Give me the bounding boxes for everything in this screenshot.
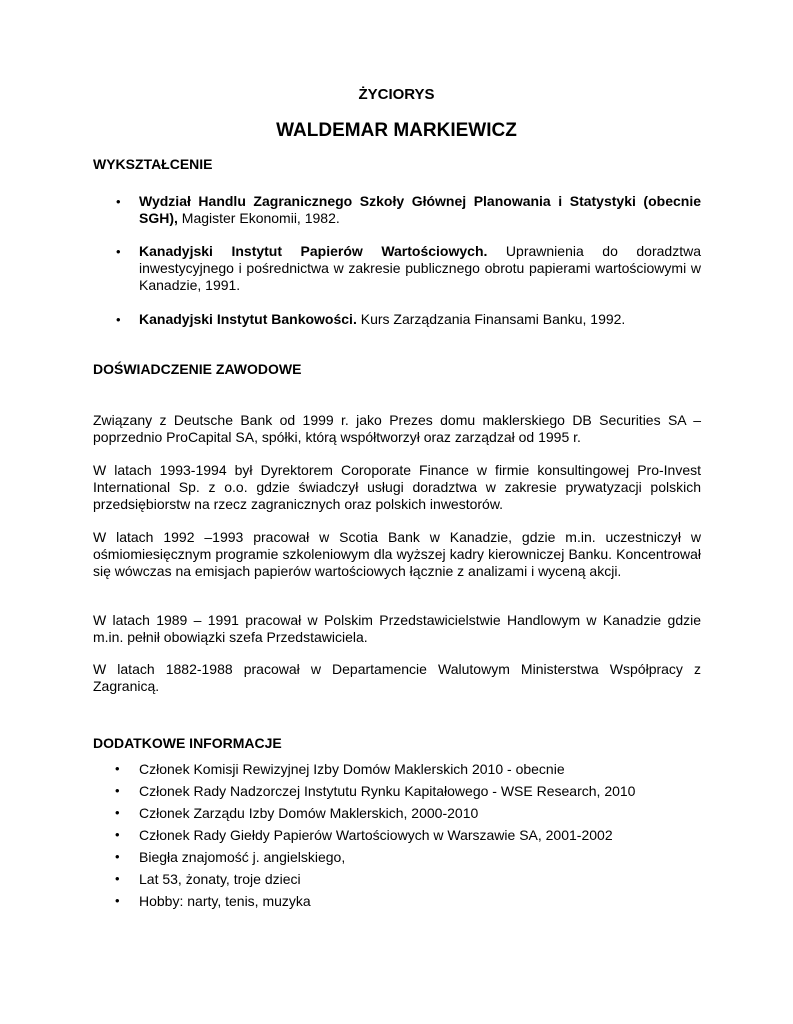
additional-info-text: Członek Rady Giełdy Papierów Wartościowych w Warszawie SA, 2001-2002 [139,827,613,843]
additional-info-heading: DODATKOWE INFORMACJE [93,735,282,751]
experience-paragraph: W latach 1993-1994 był Dyrektorem Coroporate Finance w firmie konsultingowej Pro-Invest International Sp. z o.o. gdzie świadczył usługi doradztwa w zakresie prywatyzacji polskich przedsiębiorstw na rzecz zagranicznych oraz polskich inwestorów. [93,462,701,512]
additional-info-text: Członek Zarządu Izby Domów Maklerskich, 2000-2010 [139,805,479,821]
bullet-icon: • [115,783,120,798]
bullet-icon: • [115,849,120,864]
experience-paragraph: W latach 1989 – 1991 pracował w Polskim Przedstawicielstwie Handlowym w Kanadzie gdzie m.in. pełnił obowiązki szefa Przedstawiciela. [93,612,701,645]
bullet-icon: • [115,827,120,842]
education-institution: Wydział Handlu Zagranicznego Szkoły Głównej Planowania i Statystyki (obecnie SGH), [139,193,701,226]
education-institution: Kanadyjski Instytut Bankowości. [139,311,357,327]
education-item [93,193,701,227]
additional-info-item [93,759,701,781]
additional-info-item [93,869,701,891]
additional-info-item [93,891,701,913]
additional-info-text: Biegła znajomość j. angielskiego, [139,849,346,865]
additional-info-item [93,847,701,869]
additional-info-item [93,803,701,825]
bullet-icon: • [115,805,120,820]
bullet-icon: • [115,871,120,886]
bullet-icon: • [116,244,121,259]
education-item [93,311,701,328]
education-detail: Uprawnienia do doradztwa inwestycyjnego i pośrednictwa w zakresie publicznego obrotu papierami wartościowymi w Kanadzie, 1991. [139,243,701,293]
document-title: ŻYCIORYS [358,86,435,103]
bullet-icon: • [115,761,120,776]
education-detail: Kurs Zarządzania Finansami Banku, 1992. [356,311,626,327]
experience-heading: DOŚWIADCZENIE ZAWODOWE [93,361,302,377]
additional-info-list [93,759,701,913]
additional-info-text: Hobby: narty, tenis, muzyka [139,893,311,909]
bullet-icon: • [115,893,120,908]
bullet-icon: • [116,194,121,209]
additional-info-text: Lat 53, żonaty, troje dzieci [139,871,301,887]
person-name: WALDEMAR MARKIEWICZ [276,120,517,141]
additional-info-item [93,825,701,847]
education-heading: WYKSZTAŁCENIE [93,156,213,172]
additional-info-item [93,781,701,803]
education-institution: Kanadyjski Instytut Papierów Wartościowych. [139,243,488,259]
experience-paragraph: Związany z Deutsche Bank od 1999 r. jako Prezes domu maklerskiego DB Securities SA – poprzednio ProCapital SA, spółki, którą współtworzył oraz zarządzał od 1995 r. [93,412,701,445]
additional-info-text: Członek Rady Nadzorczej Instytutu Rynku Kapitałowego - WSE Research, 2010 [139,783,636,799]
bullet-icon: • [116,312,121,327]
additional-info-text: Członek Komisji Rewizyjnej Izby Domów Maklerskich 2010 - obecnie [139,761,565,777]
experience-paragraph: W latach 1992 –1993 pracował w Scotia Bank w Kanadzie, gdzie m.in. uczestniczył w ośmiomiesięcznym programie szkoleniowym dla wyższej kadry kierowniczej Banku. Koncentrował się wówczas na emisjach papierów wartościowych łącznie z analizami i wyceną akcji. [93,529,701,579]
education-detail: Magister Ekonomii, 1982. [177,210,340,226]
experience-paragraph: W latach 1882-1988 pracował w Departamencie Walutowym Ministerstwa Współpracy z Zagranicą. [93,661,701,694]
education-item [93,243,701,294]
